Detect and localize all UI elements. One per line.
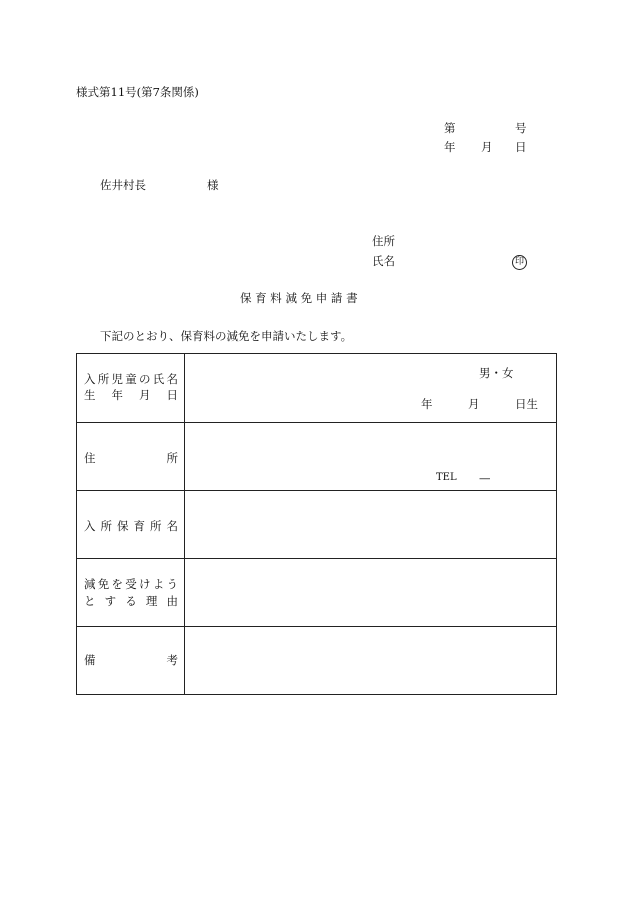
label-char: よ: [152, 577, 165, 591]
label-char: 童: [125, 372, 137, 386]
label-char: 考: [166, 653, 178, 667]
column-divider: [184, 491, 185, 559]
label-char: と: [84, 594, 96, 608]
tel-separator: —: [479, 471, 491, 485]
applicant-address-label: 住所: [372, 234, 395, 248]
label-child-name: [84, 374, 178, 386]
label-char: 備: [84, 653, 96, 667]
label-char: 受: [125, 577, 137, 591]
table-row-remarks: [77, 626, 556, 695]
label-char: 児: [111, 372, 123, 386]
table-row-nursery-name: [77, 490, 556, 559]
label-char: 由: [166, 594, 178, 608]
intro-text: 下記のとおり、保育料の減免を申請いたします。: [100, 329, 353, 343]
seal-mark: 印: [512, 255, 527, 270]
issue-date-month: 月: [481, 140, 493, 154]
table-row-child-name: [77, 354, 556, 422]
label-char: 所: [150, 519, 162, 533]
label-char: の: [139, 372, 151, 386]
column-divider: [184, 423, 185, 491]
document-number-suffix: 号: [515, 121, 527, 135]
label-char: 名: [166, 372, 178, 386]
applicant-name-label: 氏名: [372, 254, 395, 268]
label-char: 日: [166, 388, 178, 402]
birth-month: 月: [468, 397, 480, 411]
addressee-honorific: 様: [207, 178, 219, 192]
label-char: 年: [111, 388, 123, 402]
label-char: 入: [84, 519, 96, 533]
label-char: 住: [84, 451, 96, 465]
gender-choice: 男・女: [479, 366, 514, 380]
label-char: 生: [84, 388, 96, 402]
label-char: を: [111, 577, 123, 591]
label-char: 免: [97, 577, 110, 591]
tel-label: TEL: [436, 472, 457, 483]
label-nursery-name: [84, 521, 178, 533]
document-title: 保 育 料 減 免 申 請 書: [240, 291, 358, 305]
label-char: 減: [84, 577, 96, 591]
label-address: [84, 453, 178, 465]
application-form-table: [76, 353, 557, 695]
label-char: 育: [133, 519, 145, 533]
label-char: け: [139, 577, 151, 591]
column-divider: [184, 559, 185, 627]
label-char: る: [125, 594, 137, 608]
column-divider: [184, 627, 185, 695]
label-remarks: [84, 655, 178, 667]
document-number-prefix: 第: [444, 121, 456, 135]
label-char: 氏: [152, 372, 165, 386]
label-char: 名: [166, 519, 178, 533]
birth-day: 日生: [515, 397, 538, 411]
column-divider: [184, 354, 185, 422]
label-char: す: [104, 594, 117, 608]
label-char: 保: [117, 519, 129, 533]
label-char: 月: [139, 388, 151, 402]
label-char: 所: [100, 519, 112, 533]
label-reason-line2: [84, 596, 178, 608]
label-char: 所: [166, 451, 178, 465]
label-char: 理: [145, 594, 158, 608]
form-number: 様式第11号(第7条関係): [76, 85, 199, 99]
birth-year: 年: [421, 397, 433, 411]
issue-date-year: 年: [444, 140, 456, 154]
label-char: う: [166, 577, 178, 591]
label-char: 入: [84, 372, 96, 386]
table-row-reason: [77, 558, 556, 627]
label-reason-line1: [84, 579, 178, 591]
addressee-name: 佐井村長: [100, 178, 146, 192]
label-char: 所: [97, 372, 110, 386]
table-row-address: [77, 422, 556, 491]
label-birth-date: [84, 390, 178, 402]
issue-date-day: 日: [515, 140, 527, 154]
